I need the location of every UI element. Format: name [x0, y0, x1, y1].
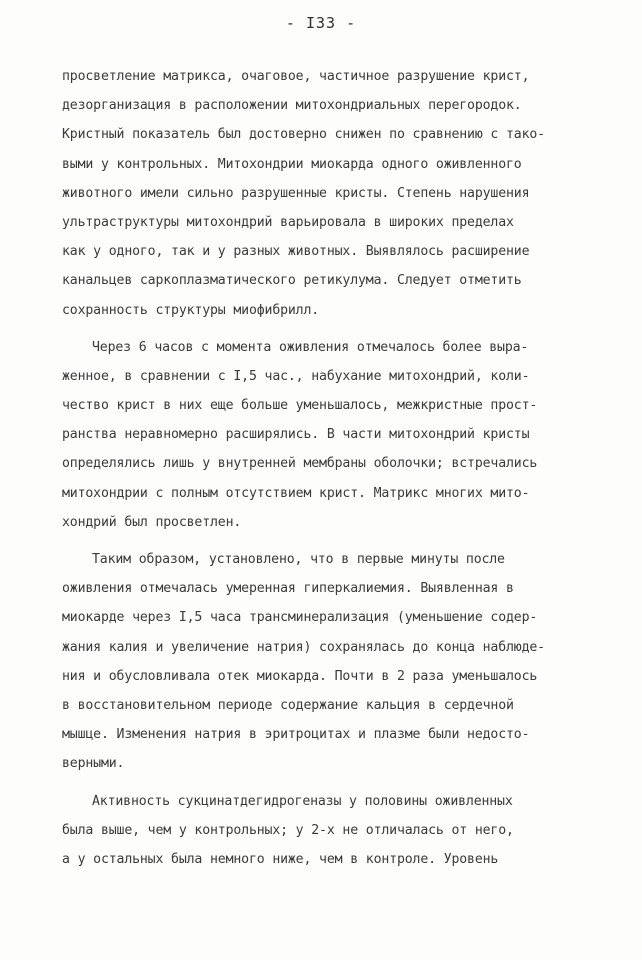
text-line: Кристный показатель был достоверно снижен по сравнению с тако-: [62, 127, 545, 143]
text-line: а у остальных была немного ниже, чем в контроле. Уровень: [62, 851, 499, 867]
text-line: жания калия и увеличение натрия) сохранялась до конца наблюде-: [62, 639, 545, 655]
text-line: чество крист в них еще больше уменьшалось, межкристные прост-: [62, 398, 538, 414]
text-line: просветление матрикса, очаговое, частичное разрушение крист,: [62, 69, 530, 84]
text-line: определялись лишь у внутренней мембраны оболочки; встречались: [62, 456, 538, 472]
text-line: сохранность структуры миофибрилл.: [62, 302, 320, 318]
text-line: Через 6 часов с момента оживления отмечалось более выра-: [92, 339, 529, 355]
text-line: оживления отмечалась умеренная гиперкалиемия. Выявленная в: [62, 581, 514, 597]
paragraph: [62, 545, 592, 779]
text-line: Активность сукцинатдегидрогеназы у половины оживленных: [92, 793, 513, 809]
text-line: митохондрии с полным отсутствием крист. Матрикс многих мито-: [62, 485, 530, 501]
text-line: хондрий был просветлен.: [62, 514, 242, 530]
text-line: была выше, чем у контрольных; у 2-х не отличалась от него,: [62, 822, 514, 838]
text-line: миокарде через I,5 часа трансминерализация (уменьшение содер-: [62, 610, 538, 626]
text-line: канальцев саркоплазматического ретикулума. Следует отметить: [62, 273, 522, 289]
text-line: Таким образом, установлено, что в первые минуты после: [92, 552, 505, 567]
text-line: верными.: [62, 756, 125, 772]
text-line: как у одного, так и у разных животных. Выявлялось расширение: [62, 244, 530, 260]
text-line: животного имели сильно разрушенные кристы. Степень нарушения: [62, 185, 530, 201]
text-line: женное, в сравнении с I,5 час., набухание митохондрий, коли-: [62, 368, 530, 384]
page-number: - I33 -: [285, 14, 357, 32]
paragraph: [62, 62, 592, 325]
paragraph: [62, 787, 592, 875]
body-text: [62, 62, 592, 882]
text-line: мышце. Изменения натрия в эритроцитах и плазме были недосто-: [62, 727, 530, 743]
text-line: ультраструктуры митохондрий варьировала в широких пределах: [62, 214, 514, 230]
text-line: дезорганизация в расположении митохондриальных перегородок.: [62, 98, 522, 114]
paragraph: [62, 333, 592, 537]
text-line: выми у контрольных. Митохондрии миокарда одного оживленного: [62, 156, 522, 172]
text-line: ранства неравномерно расширялись. В части митохондрий кристы: [62, 427, 530, 443]
text-line: ния и обусловливала отек миокарда. Почти в 2 раза уменьшалось: [62, 668, 538, 684]
text-line: в восстановительном периоде содержание кальция в сердечной: [62, 697, 514, 713]
